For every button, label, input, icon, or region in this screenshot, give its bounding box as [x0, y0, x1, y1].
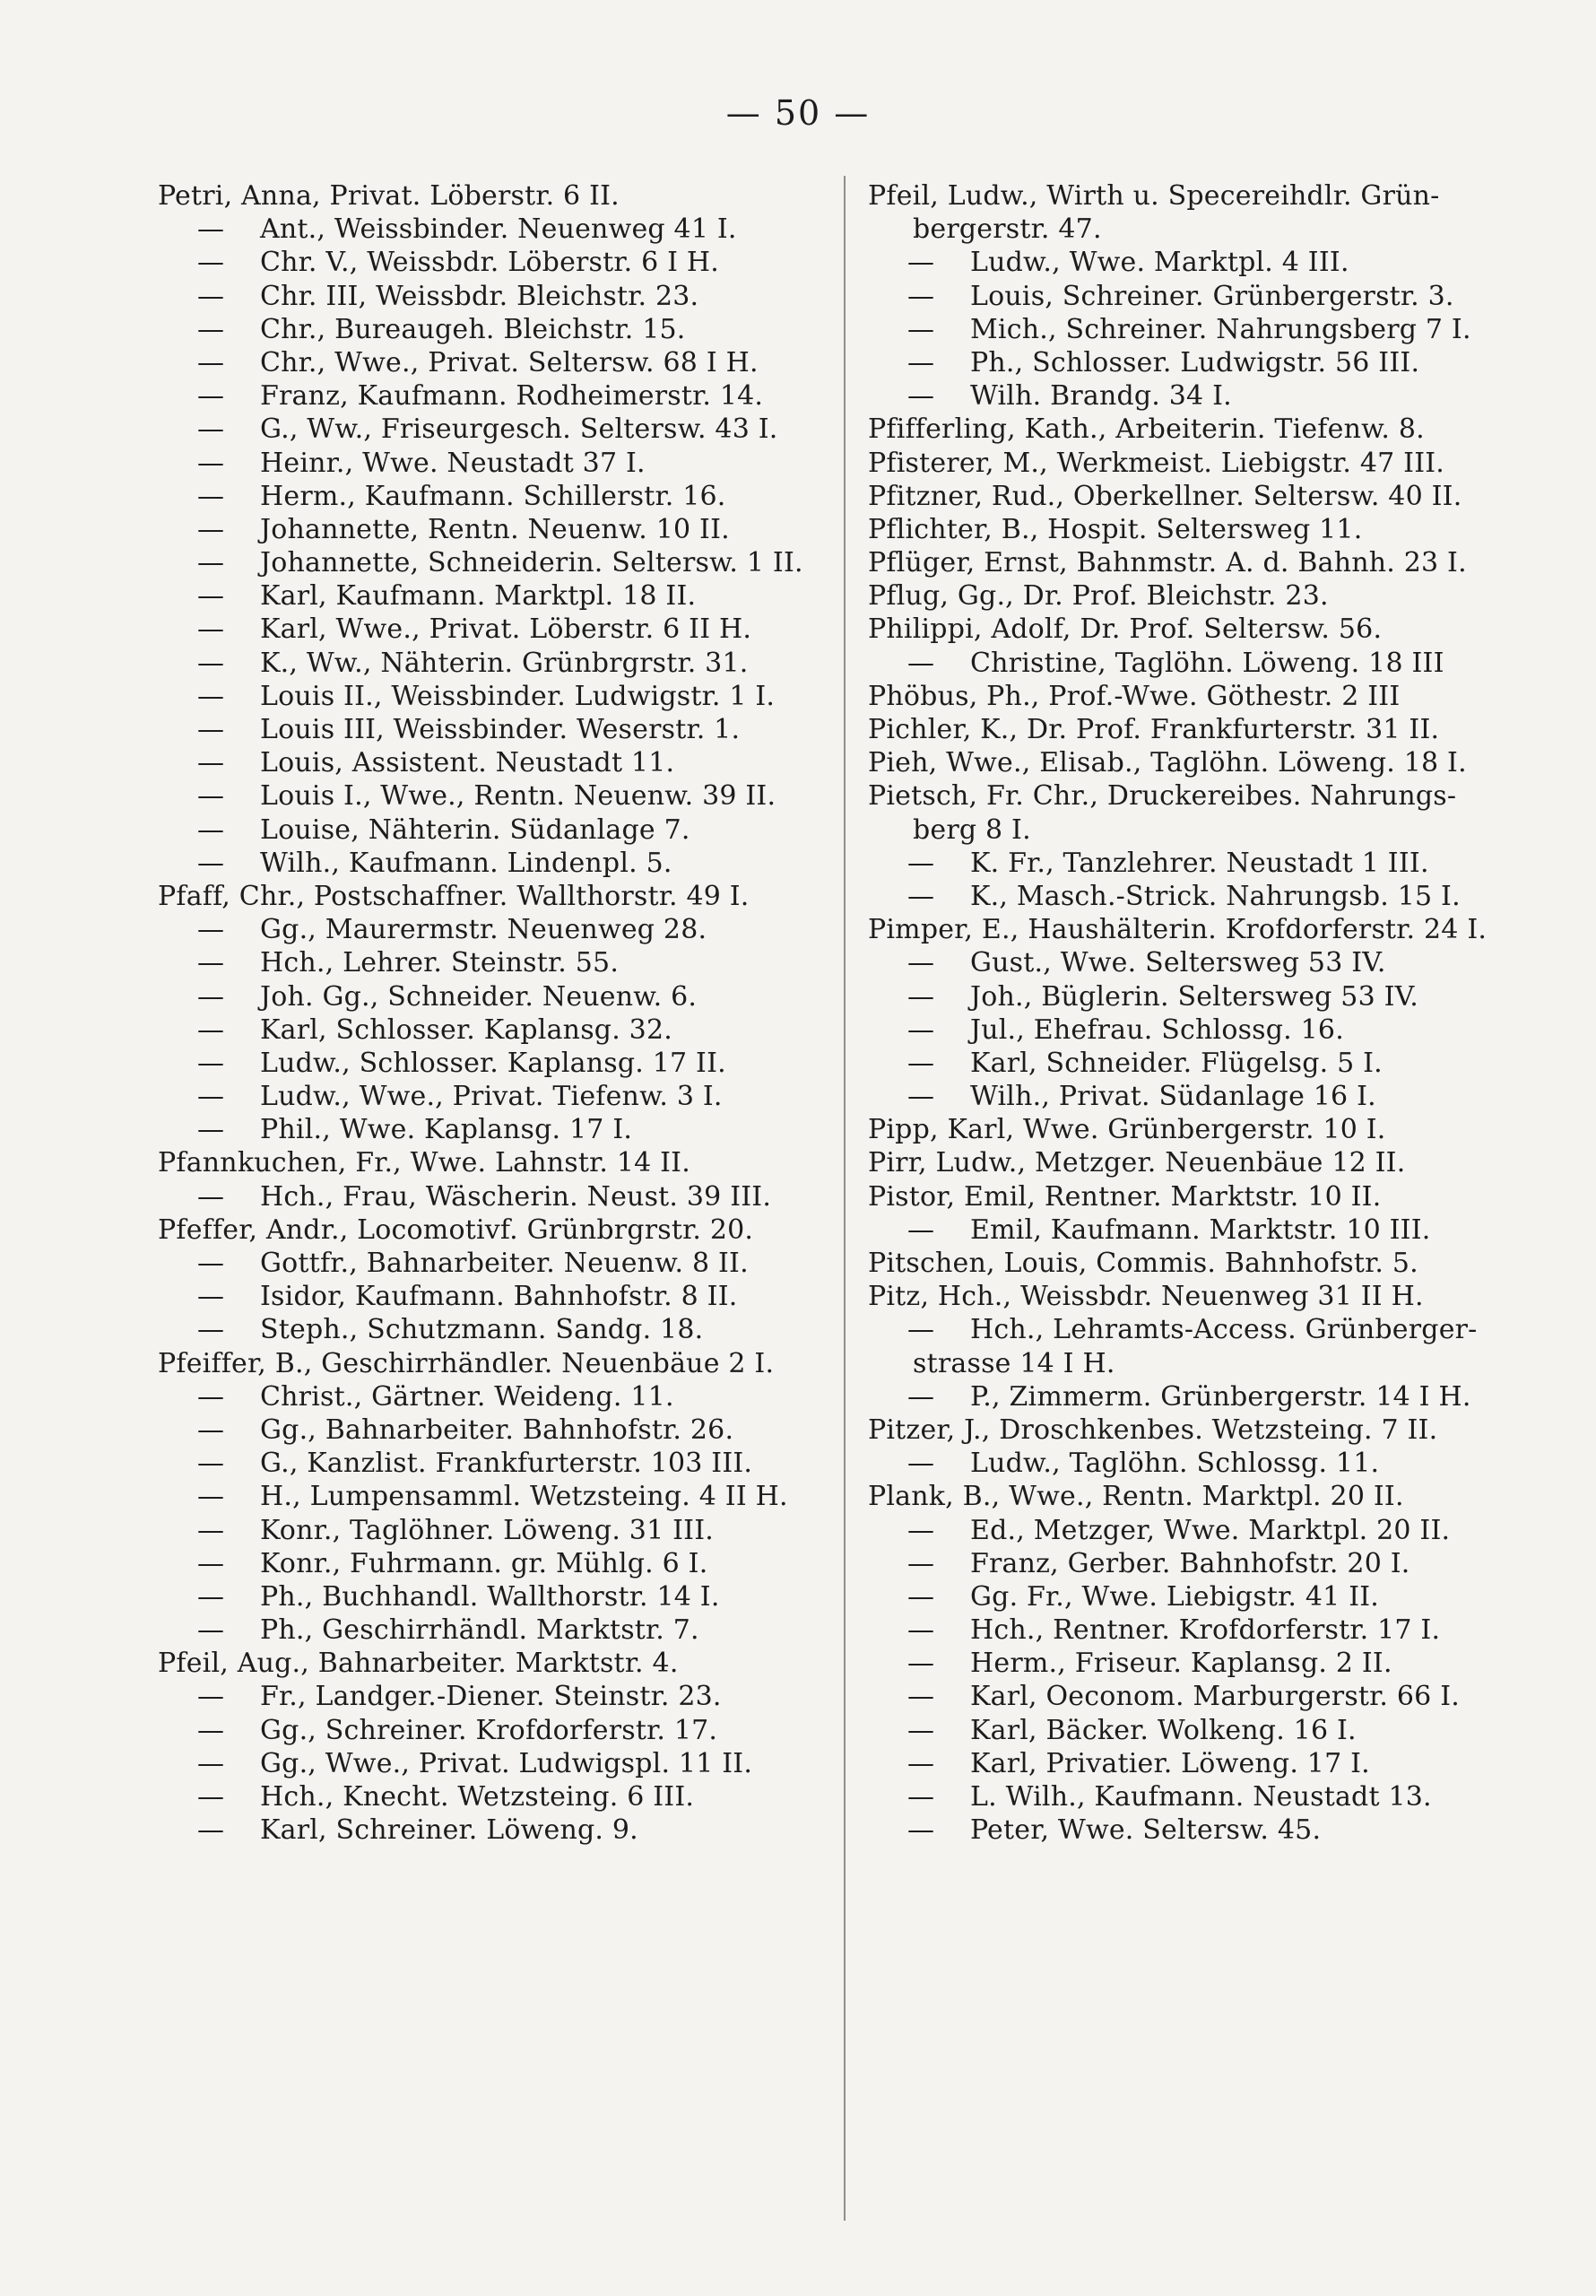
directory-entry [868, 1647, 1531, 1680]
directory-entry [158, 1313, 826, 1346]
entry-text: Pistor, Emil, Rentner. Marktstr. 10 II. [868, 1180, 1382, 1213]
entry-text: Louis, Assistent. Neustadt 11. [260, 747, 675, 779]
directory-entry [158, 1146, 826, 1179]
entry-text: Wilh. Brandg. 34 I. [970, 380, 1232, 413]
ditto-dash: — [907, 847, 935, 879]
directory-entry [868, 1180, 1531, 1213]
ditto-dash: — [197, 1281, 225, 1313]
ditto-dash: — [907, 380, 935, 413]
entry-text: Karl, Privatier. Löweng. 17 I. [970, 1747, 1370, 1779]
entry-text: Franz, Gerber. Bahnhofstr. 20 I. [970, 1547, 1410, 1579]
ditto-dash: — [197, 1547, 225, 1579]
entry-text: Karl, Wwe., Privat. Löberstr. 6 II H. [260, 613, 752, 646]
directory-entry [868, 1413, 1531, 1447]
ditto-dash: — [907, 1213, 935, 1246]
entry-text: Pflüger, Ernst, Bahnmstr. A. d. Bahnh. 23 I. [868, 547, 1467, 579]
entry-text: Chr. III, Weissbdr. Bleichstr. 23. [260, 280, 699, 312]
entry-text: Joh. Gg., Schneider. Neuenw. 6. [260, 980, 698, 1013]
ditto-dash: — [197, 1714, 225, 1746]
entry-text: Steph., Schutzmann. Sandg. 18. [260, 1314, 704, 1346]
ditto-dash: — [907, 346, 935, 378]
directory-entry [158, 1613, 826, 1647]
entry-text: Pfeil, Aug., Bahnarbeiter. Marktstr. 4. [158, 1648, 679, 1680]
ditto-dash: — [197, 280, 225, 312]
entry-text: Pfitzner, Rud., Oberkellner. Seltersw. 40 II. [868, 480, 1462, 512]
ditto-dash: — [197, 1413, 225, 1446]
directory-entry [158, 746, 826, 779]
entry-text: Pietsch, Fr. Chr., Druckereibes. Nahrungs- [868, 780, 1457, 813]
entry-text: Karl, Schreiner. Löweng. 9. [260, 1814, 638, 1847]
entry-text: Louis III, Weissbinder. Weserstr. 1. [260, 714, 741, 745]
directory-entry [158, 546, 826, 579]
directory-entry [868, 1447, 1531, 1480]
entry-text: P., Zimmerm. Grünbergerstr. 14 I H. [970, 1380, 1471, 1413]
ditto-dash: — [907, 1013, 935, 1046]
entry-text: Gottfr., Bahnarbeiter. Neuenw. 8 II. [260, 1248, 749, 1279]
ditto-dash: — [907, 280, 935, 312]
ditto-dash: — [907, 1747, 935, 1779]
entry-text: Pipp, Karl, Wwe. Grünbergerstr. 10 I. [868, 1114, 1386, 1146]
directory-entry [868, 280, 1531, 313]
entry-text: Plank, B., Wwe., Rentn. Marktpl. 20 II. [868, 1481, 1404, 1513]
entry-text: Hch., Lehrer. Steinstr. 55. [260, 947, 620, 979]
entry-text: Fr., Landger.-Diener. Steinstr. 23. [260, 1681, 722, 1713]
ditto-dash: — [197, 547, 225, 579]
directory-entry [868, 1747, 1531, 1780]
ditto-dash: — [197, 1047, 225, 1079]
directory-entry [868, 1213, 1531, 1247]
entry-text: Gust., Wwe. Seltersweg 53 IV. [970, 947, 1386, 979]
entry-text: Wilh., Privat. Südanlage 16 I. [970, 1081, 1376, 1113]
entry-text: Ant., Weissbinder. Neuenweg 41 I. [260, 213, 737, 246]
directory-entry [158, 1647, 826, 1680]
directory-entry [158, 346, 826, 379]
entry-text: Pfifferling, Kath., Arbeiterin. Tiefenw. 8. [868, 413, 1425, 446]
directory-entry [868, 1080, 1531, 1113]
entry-text: Emil, Kaufmann. Marktstr. 10 III. [970, 1213, 1431, 1246]
directory-entry [868, 1380, 1531, 1413]
ditto-dash: — [197, 413, 225, 446]
entry-text: Phöbus, Ph., Prof.-Wwe. Göthestr. 2 III [868, 680, 1401, 712]
entry-text: Pieh, Wwe., Elisab., Taglöhn. Löweng. 18 I. [868, 747, 1467, 779]
ditto-dash: — [197, 1781, 225, 1813]
ditto-dash: — [907, 313, 935, 345]
ditto-dash: — [907, 1047, 935, 1079]
ditto-dash: — [197, 513, 225, 545]
directory-entry [868, 647, 1531, 680]
directory-entry [158, 880, 826, 913]
entry-text: Ludw., Taglöhn. Schlossg. 11. [970, 1448, 1380, 1480]
entry-text: Gg. Fr., Wwe. Liebigstr. 41 II. [970, 1580, 1380, 1613]
ditto-dash: — [197, 1614, 225, 1647]
ditto-dash: — [197, 1681, 225, 1713]
entry-text: Petri, Anna, Privat. Löberstr. 6 II. [158, 180, 620, 212]
directory-entry [868, 513, 1531, 546]
directory-entry [868, 546, 1531, 579]
entry-text: Phil., Wwe. Kaplansg. 17 I. [260, 1114, 633, 1146]
ditto-dash: — [907, 1448, 935, 1480]
directory-entry [158, 1813, 826, 1847]
ditto-dash: — [197, 914, 225, 946]
entry-text: Wilh., Kaufmann. Lindenpl. 5. [260, 847, 672, 879]
directory-entry [158, 779, 826, 813]
directory-entry [868, 1580, 1531, 1613]
ditto-dash: — [197, 380, 225, 413]
ditto-dash: — [907, 1681, 935, 1713]
directory-entry [868, 179, 1531, 213]
ditto-dash: — [197, 980, 225, 1013]
ditto-dash: — [197, 847, 225, 879]
directory-entry [868, 1780, 1531, 1813]
entry-text: Pitzer, J., Droschkenbes. Wetzsteing. 7 II. [868, 1413, 1438, 1446]
directory-entry [158, 513, 826, 546]
ditto-dash: — [907, 647, 935, 679]
entry-text: Philippi, Adolf, Dr. Prof. Seltersw. 56. [868, 613, 1383, 646]
directory-entry [158, 480, 826, 513]
directory-entry [868, 1613, 1531, 1647]
ditto-dash: — [197, 1180, 225, 1213]
ditto-dash: — [197, 1514, 225, 1546]
entry-text: Karl, Kaufmann. Marktpl. 18 II. [260, 580, 697, 613]
directory-entry [158, 379, 826, 413]
directory-entry [868, 1247, 1531, 1280]
directory-entry [868, 813, 1531, 847]
directory-entry [158, 1480, 826, 1513]
entry-text: K., Masch.-Strick. Nahrungsb. 15 I. [970, 880, 1461, 912]
entry-text: Ph., Geschirrhändl. Marktstr. 7. [260, 1614, 699, 1647]
directory-entry [158, 1514, 826, 1547]
directory-entry [158, 1213, 826, 1247]
directory-entry [868, 946, 1531, 979]
directory-entry [158, 579, 826, 613]
directory-entry [158, 1380, 826, 1413]
directory-entry [158, 1447, 826, 1480]
directory-entry [868, 1280, 1531, 1313]
directory-entry [868, 1480, 1531, 1513]
entry-text: Johannette, Rentn. Neuenw. 10 II. [260, 513, 730, 545]
directory-entry [158, 1347, 826, 1380]
page-number: — 50 — [725, 93, 871, 133]
ditto-dash: — [907, 1547, 935, 1579]
ditto-dash: — [197, 1580, 225, 1613]
entry-text: Pfeffer, Andr., Locomotivf. Grünbrgrstr. 20. [158, 1213, 754, 1246]
entry-text: Ludw., Wwe., Privat. Tiefenw. 3 I. [260, 1081, 723, 1113]
right-column [868, 179, 1531, 1847]
entry-text: Pirr, Ludw., Metzger. Neuenbäue 12 II. [868, 1147, 1406, 1179]
entry-text: G., Kanzlist. Frankfurterstr. 103 III. [260, 1448, 753, 1480]
directory-entry [868, 1714, 1531, 1747]
ditto-dash: — [197, 1314, 225, 1346]
entry-text: Pfeil, Ludw., Wirth u. Specereihdlr. Grün- [868, 180, 1440, 212]
entry-text: L. Wilh., Kaufmann. Neustadt 13. [970, 1781, 1432, 1813]
entry-text: Pfannkuchen, Fr., Wwe. Lahnstr. 14 II. [158, 1147, 690, 1179]
entry-text: Konr., Fuhrmann. gr. Mühlg. 6 I. [260, 1547, 708, 1579]
entry-text: Chr. V., Weissbdr. Löberstr. 6 I H. [260, 247, 720, 279]
entry-text: Pfisterer, M., Werkmeist. Liebigstr. 47 III. [868, 447, 1445, 479]
entry-text: Johannette, Schneiderin. Seltersw. 1 II. [260, 547, 803, 579]
directory-entry [158, 1547, 826, 1580]
ditto-dash: — [907, 1580, 935, 1613]
ditto-dash: — [197, 1114, 225, 1146]
entry-text: Ludw., Wwe. Marktpl. 4 III. [970, 247, 1349, 279]
directory-entry [868, 613, 1531, 646]
entry-text: Christ., Gärtner. Weideng. 11. [260, 1380, 674, 1413]
directory-entry [158, 413, 826, 446]
entry-text: K., Ww., Nähterin. Grünbrgrstr. 31. [260, 647, 749, 679]
entry-text: Pflug, Gg., Dr. Prof. Bleichstr. 23. [868, 580, 1329, 613]
directory-entry [868, 1146, 1531, 1179]
ditto-dash: — [197, 780, 225, 813]
ditto-dash: — [197, 1013, 225, 1046]
ditto-dash: — [907, 247, 935, 279]
entry-text: Louis, Schreiner. Grünbergerstr. 3. [970, 280, 1454, 312]
ditto-dash: — [197, 1081, 225, 1113]
ditto-dash: — [197, 714, 225, 745]
directory-entry [868, 447, 1531, 480]
ditto-dash: — [907, 1648, 935, 1680]
directory-entry [158, 213, 826, 246]
directory-entry [868, 413, 1531, 446]
directory-entry [868, 313, 1531, 346]
entry-text: Ph., Schlosser. Ludwigstr. 56 III. [970, 346, 1420, 378]
directory-entry [158, 713, 826, 746]
ditto-dash: — [197, 1448, 225, 1480]
directory-entry [158, 1113, 826, 1146]
entry-text: Louis II., Weissbinder. Ludwigstr. 1 I. [260, 680, 776, 712]
ditto-dash: — [907, 1814, 935, 1847]
directory-entry [158, 647, 826, 680]
directory-entry [158, 613, 826, 646]
directory-entry [868, 246, 1531, 279]
directory-entry [158, 1080, 826, 1113]
ditto-dash: — [197, 680, 225, 712]
entry-text: Christine, Taglöhn. Löweng. 18 III [970, 647, 1444, 679]
directory-entry [868, 1313, 1531, 1346]
ditto-dash: — [907, 1380, 935, 1413]
ditto-dash: — [197, 1481, 225, 1513]
entry-text: Peter, Wwe. Seltersw. 45. [970, 1814, 1322, 1847]
ditto-dash: — [197, 1380, 225, 1413]
directory-entry [158, 1180, 826, 1213]
entry-text: Heinr., Wwe. Neustadt 37 I. [260, 447, 646, 479]
entry-text: Gg., Bahnarbeiter. Bahnhofstr. 26. [260, 1413, 734, 1446]
entry-text: Karl, Schneider. Flügelsg. 5 I. [970, 1047, 1383, 1079]
directory-entry [868, 913, 1531, 946]
entry-text: Ludw., Schlosser. Kaplansg. 17 II. [260, 1047, 726, 1079]
directory-entry [158, 246, 826, 279]
entry-text: Joh., Büglerin. Seltersweg 53 IV. [970, 980, 1419, 1013]
directory-entry [868, 746, 1531, 779]
entry-text: Pfeiffer, B., Geschirrhändler. Neuenbäue 2 I. [158, 1347, 775, 1379]
ditto-dash: — [197, 213, 225, 246]
entry-text: Gg., Schreiner. Krofdorferstr. 17. [260, 1714, 718, 1746]
entry-text: Chr., Bureaugeh. Bleichstr. 15. [260, 313, 686, 345]
entry-text: Louise, Nähterin. Südanlage 7. [260, 813, 690, 846]
directory-entry [158, 1413, 826, 1447]
entry-text: Pfaff, Chr., Postschaffner. Wallthorstr. 49 I. [158, 880, 750, 912]
entry-text: Mich., Schreiner. Nahrungsberg 7 I. [970, 313, 1471, 345]
directory-entry [868, 1680, 1531, 1713]
ditto-dash: — [197, 346, 225, 378]
directory-entry [868, 1813, 1531, 1847]
entry-text: strasse 14 I H. [913, 1347, 1115, 1379]
ditto-dash: — [197, 813, 225, 846]
directory-entry [158, 813, 826, 847]
directory-entry [158, 1247, 826, 1280]
entry-text: berg 8 I. [913, 813, 1031, 846]
directory-entry [868, 680, 1531, 713]
entry-text: Karl, Schlosser. Kaplansg. 32. [260, 1013, 672, 1046]
entry-text: Hch., Lehramts-Access. Grünberger- [970, 1314, 1478, 1346]
ditto-dash: — [197, 747, 225, 779]
directory-entry [868, 1347, 1531, 1380]
entry-text: G., Ww., Friseurgesch. Seltersw. 43 I. [260, 413, 778, 446]
ditto-dash: — [197, 613, 225, 646]
entry-text: Gg., Wwe., Privat. Ludwigspl. 11 II. [260, 1747, 753, 1779]
entry-text: Isidor, Kaufmann. Bahnhofstr. 8 II. [260, 1281, 738, 1313]
entry-text: Hch., Frau, Wäscherin. Neust. 39 III. [260, 1180, 772, 1213]
directory-entry [868, 880, 1531, 913]
entry-text: Pichler, K., Dr. Prof. Frankfurterstr. 31 II. [868, 714, 1440, 745]
entry-text: K. Fr., Tanzlehrer. Neustadt 1 III. [970, 847, 1429, 879]
directory-entry [158, 1047, 826, 1080]
ditto-dash: — [907, 1081, 935, 1113]
directory-entry [868, 1514, 1531, 1547]
directory-entry [158, 913, 826, 946]
entry-text: H., Lumpensamml. Wetzsteing. 4 II H. [260, 1481, 788, 1513]
directory-entry [158, 1013, 826, 1047]
directory-entry [158, 1747, 826, 1780]
ditto-dash: — [907, 1614, 935, 1647]
entry-text: Pitschen, Louis, Commis. Bahnhofstr. 5. [868, 1248, 1418, 1279]
ditto-dash: — [907, 1714, 935, 1746]
entry-text: Pflichter, B., Hospit. Seltersweg 11. [868, 513, 1363, 545]
ditto-dash: — [907, 980, 935, 1013]
directory-entry [158, 179, 826, 213]
entry-text: Chr., Wwe., Privat. Seltersw. 68 I H. [260, 346, 759, 378]
entry-text: Hch., Rentner. Krofdorferstr. 17 I. [970, 1614, 1441, 1647]
ditto-dash: — [197, 480, 225, 512]
directory-entry [868, 579, 1531, 613]
directory-entry [868, 713, 1531, 746]
ditto-dash: — [907, 947, 935, 979]
ditto-dash: — [197, 447, 225, 479]
directory-entry [158, 1580, 826, 1613]
entry-text: Louis I., Wwe., Rentn. Neuenw. 39 II. [260, 780, 776, 813]
entry-text: Hch., Knecht. Wetzsteing. 6 III. [260, 1781, 695, 1813]
directory-entry [158, 847, 826, 880]
entry-text: bergerstr. 47. [913, 213, 1102, 246]
directory-entry [868, 1013, 1531, 1047]
ditto-dash: — [197, 1248, 225, 1279]
directory-entry [868, 480, 1531, 513]
directory-entry [868, 847, 1531, 880]
entry-text: Ph., Buchhandl. Wallthorstr. 14 I. [260, 1580, 720, 1613]
column-divider [844, 176, 846, 2221]
entry-text: Pimper, E., Haushälterin. Krofdorferstr. 24 I. [868, 914, 1488, 946]
entry-text: Pitz, Hch., Weissbdr. Neuenweg 31 II H. [868, 1281, 1424, 1313]
directory-entry [868, 346, 1531, 379]
directory-entry [158, 313, 826, 346]
entry-text: Ed., Metzger, Wwe. Marktpl. 20 II. [970, 1514, 1451, 1546]
ditto-dash: — [907, 1514, 935, 1546]
directory-entry [868, 779, 1531, 813]
ditto-dash: — [197, 580, 225, 613]
directory-entry [868, 213, 1531, 246]
ditto-dash: — [197, 647, 225, 679]
directory-entry [868, 379, 1531, 413]
left-column [158, 179, 826, 1847]
directory-entry [868, 1547, 1531, 1580]
entry-text: Karl, Oeconom. Marburgerstr. 66 I. [970, 1681, 1460, 1713]
directory-entry [158, 946, 826, 979]
ditto-dash: — [197, 1747, 225, 1779]
entry-text: Karl, Bäcker. Wolkeng. 16 I. [970, 1714, 1357, 1746]
directory-entry [158, 680, 826, 713]
directory-entry [158, 447, 826, 480]
directory-entry [158, 1680, 826, 1713]
directory-entry [158, 280, 826, 313]
entry-text: Franz, Kaufmann. Rodheimerstr. 14. [260, 380, 764, 413]
entry-text: Konr., Taglöhner. Löweng. 31 III. [260, 1514, 714, 1546]
entry-text: Gg., Maurermstr. Neuenweg 28. [260, 914, 707, 946]
ditto-dash: — [197, 313, 225, 345]
ditto-dash: — [907, 1314, 935, 1346]
ditto-dash: — [197, 947, 225, 979]
ditto-dash: — [197, 1814, 225, 1847]
directory-entry [158, 980, 826, 1013]
directory-entry [868, 1113, 1531, 1146]
directory-entry [868, 980, 1531, 1013]
ditto-dash: — [907, 880, 935, 912]
directory-entry [158, 1280, 826, 1313]
directory-entry [868, 1047, 1531, 1080]
directory-entry [158, 1780, 826, 1813]
directory-entry [158, 1714, 826, 1747]
ditto-dash: — [197, 247, 225, 279]
entry-text: Herm., Friseur. Kaplansg. 2 II. [970, 1648, 1392, 1680]
ditto-dash: — [907, 1781, 935, 1813]
entry-text: Jul., Ehefrau. Schlossg. 16. [970, 1013, 1344, 1046]
entry-text: Herm., Kaufmann. Schillerstr. 16. [260, 480, 726, 512]
